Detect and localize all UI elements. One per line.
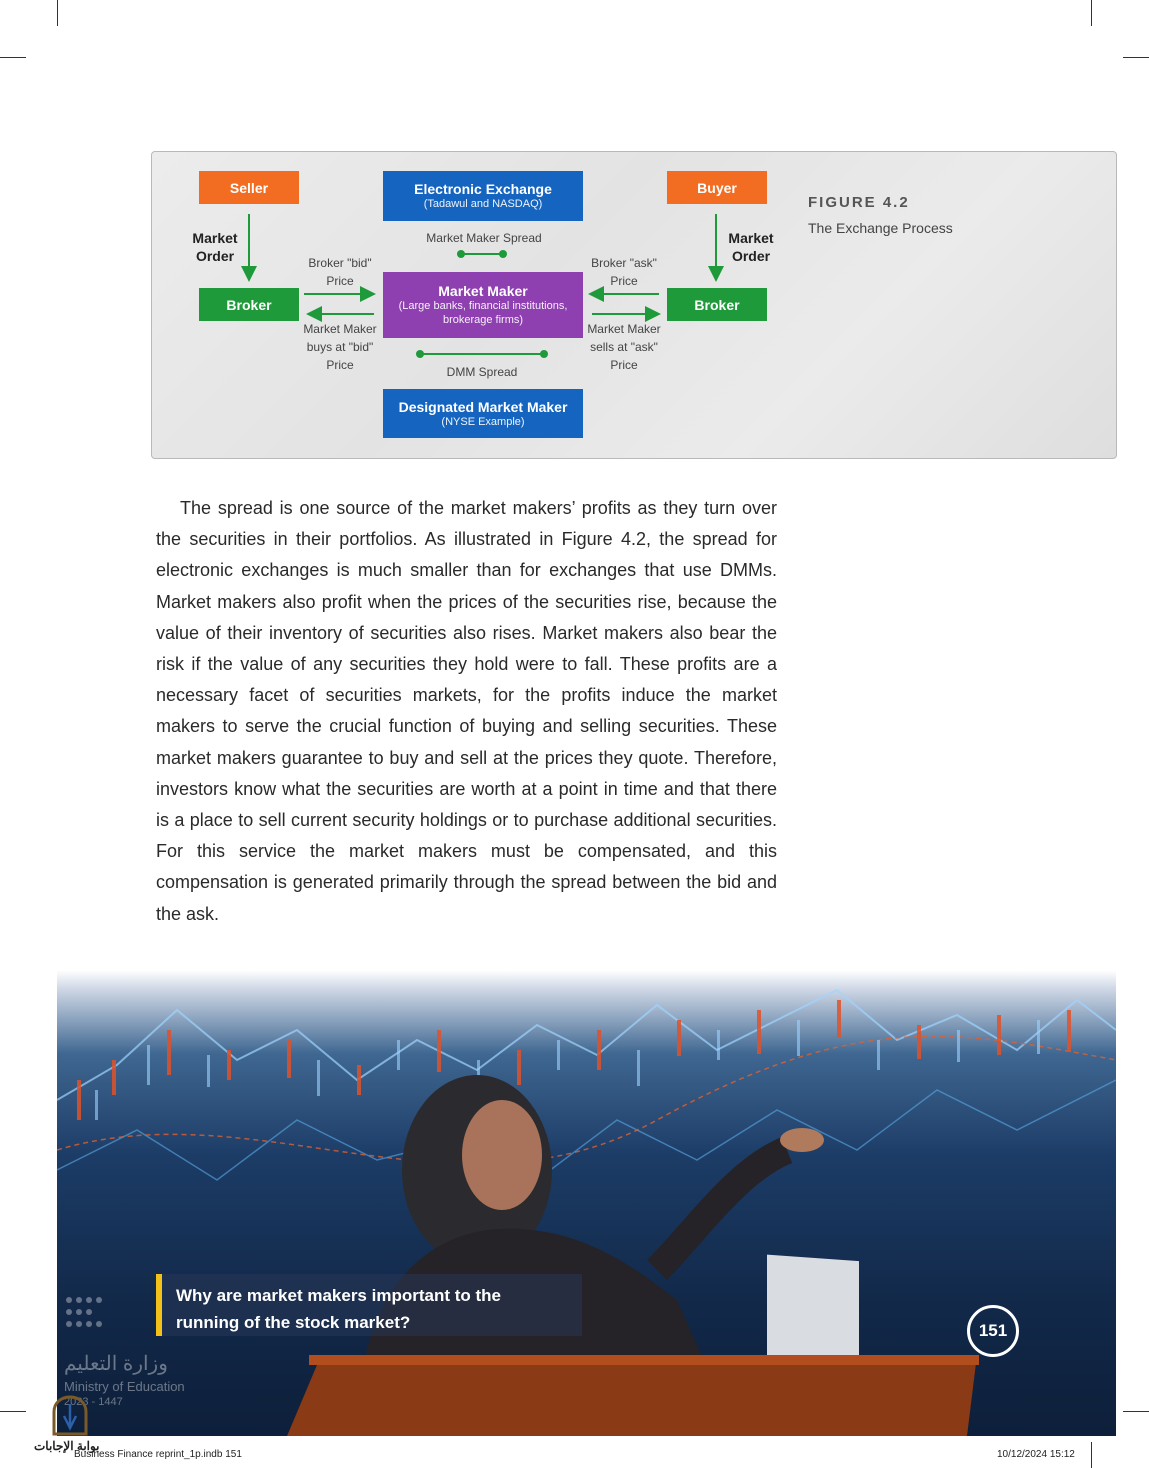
candlestick-chart-background [57,970,1116,1436]
ministry-english: Ministry of Education [64,1379,185,1394]
broker-right-node: Broker [667,288,767,321]
broker-ask-label: Broker "ask" Price [591,256,657,288]
electronic-exchange-node: Electronic Exchange (Tadawul and NASDAQ) [383,171,583,221]
discussion-question [156,1274,582,1336]
crop-mark [57,0,58,26]
watermark-text: بوابة الإجابات [34,1439,100,1453]
market-order-left-label: Market Order [192,230,238,264]
crop-mark [1091,1442,1092,1468]
crop-mark [1123,57,1149,58]
broker-bid-label: Broker "bid" Price [308,256,372,288]
crop-mark [1123,1411,1149,1412]
figure-caption: The Exchange Process [808,220,953,236]
broker-left-node: Broker [199,288,299,321]
mm-spread-label: Market Maker Spread [426,231,542,245]
footer-file: Business Finance reprint_1p.indb 151 [74,1449,242,1460]
figure-title: FIGURE 4.2 [808,194,910,211]
ministry-year: 2023 - 1447 [64,1396,123,1408]
mm-sells-label: Market Maker sells at "ask" Price [587,322,661,372]
crop-mark [0,1411,26,1412]
stock-market-photo [57,970,1116,1436]
market-maker-node: Market Maker (Large banks, financial institutions, brokerage firms) [383,272,583,338]
crop-mark [1091,0,1092,26]
market-order-right-label: Market Order [728,230,774,264]
page-number: 151 [967,1305,1019,1357]
figure-exchange-process [151,151,1117,459]
mm-buys-label: Market Maker buys at "bid" Price [303,322,377,372]
dmm-spread-label: DMM Spread [446,365,518,379]
crop-mark [0,57,26,58]
discussion-question-text: Why are market makers important to the running of the stock market? [176,1286,501,1332]
body-paragraph: The spread is one source of the market makers’ profits as they turn over the securities in their portfolios. As illustrated in Figure 4.2, the spread for electronic exchanges is much smaller than for exchanges that use DMMs. Market makers also profit when the prices of the securities rise, because the value of their inventory of securities also rises. Market makers also bear the risk if the value of any securities they hold were to fall. These profits are a necessary facet of securities markets, for the profits induce the market makers to serve the crucial function of buying and selling securities. These market makers guarantee to buy and sell at the prices they quote. Therefore, investors know what the securities are worth at a point in time and that there is a place to sell current security holdings or to purchase additional securities. For this service the market makers must be compensated, and this compensation is generated primarily through the spread between the bid and the ask. [156,498,777,924]
footer-timestamp: 10/12/2024 15:12 [997,1449,1075,1460]
seller-node: Seller [199,171,299,204]
watermark-logo-icon [48,1394,92,1438]
ministry-arabic: وزارة التعليم [64,1353,168,1375]
designated-market-maker-node: Designated Market Maker (NYSE Example) [383,389,583,438]
buyer-node: Buyer [667,171,767,204]
